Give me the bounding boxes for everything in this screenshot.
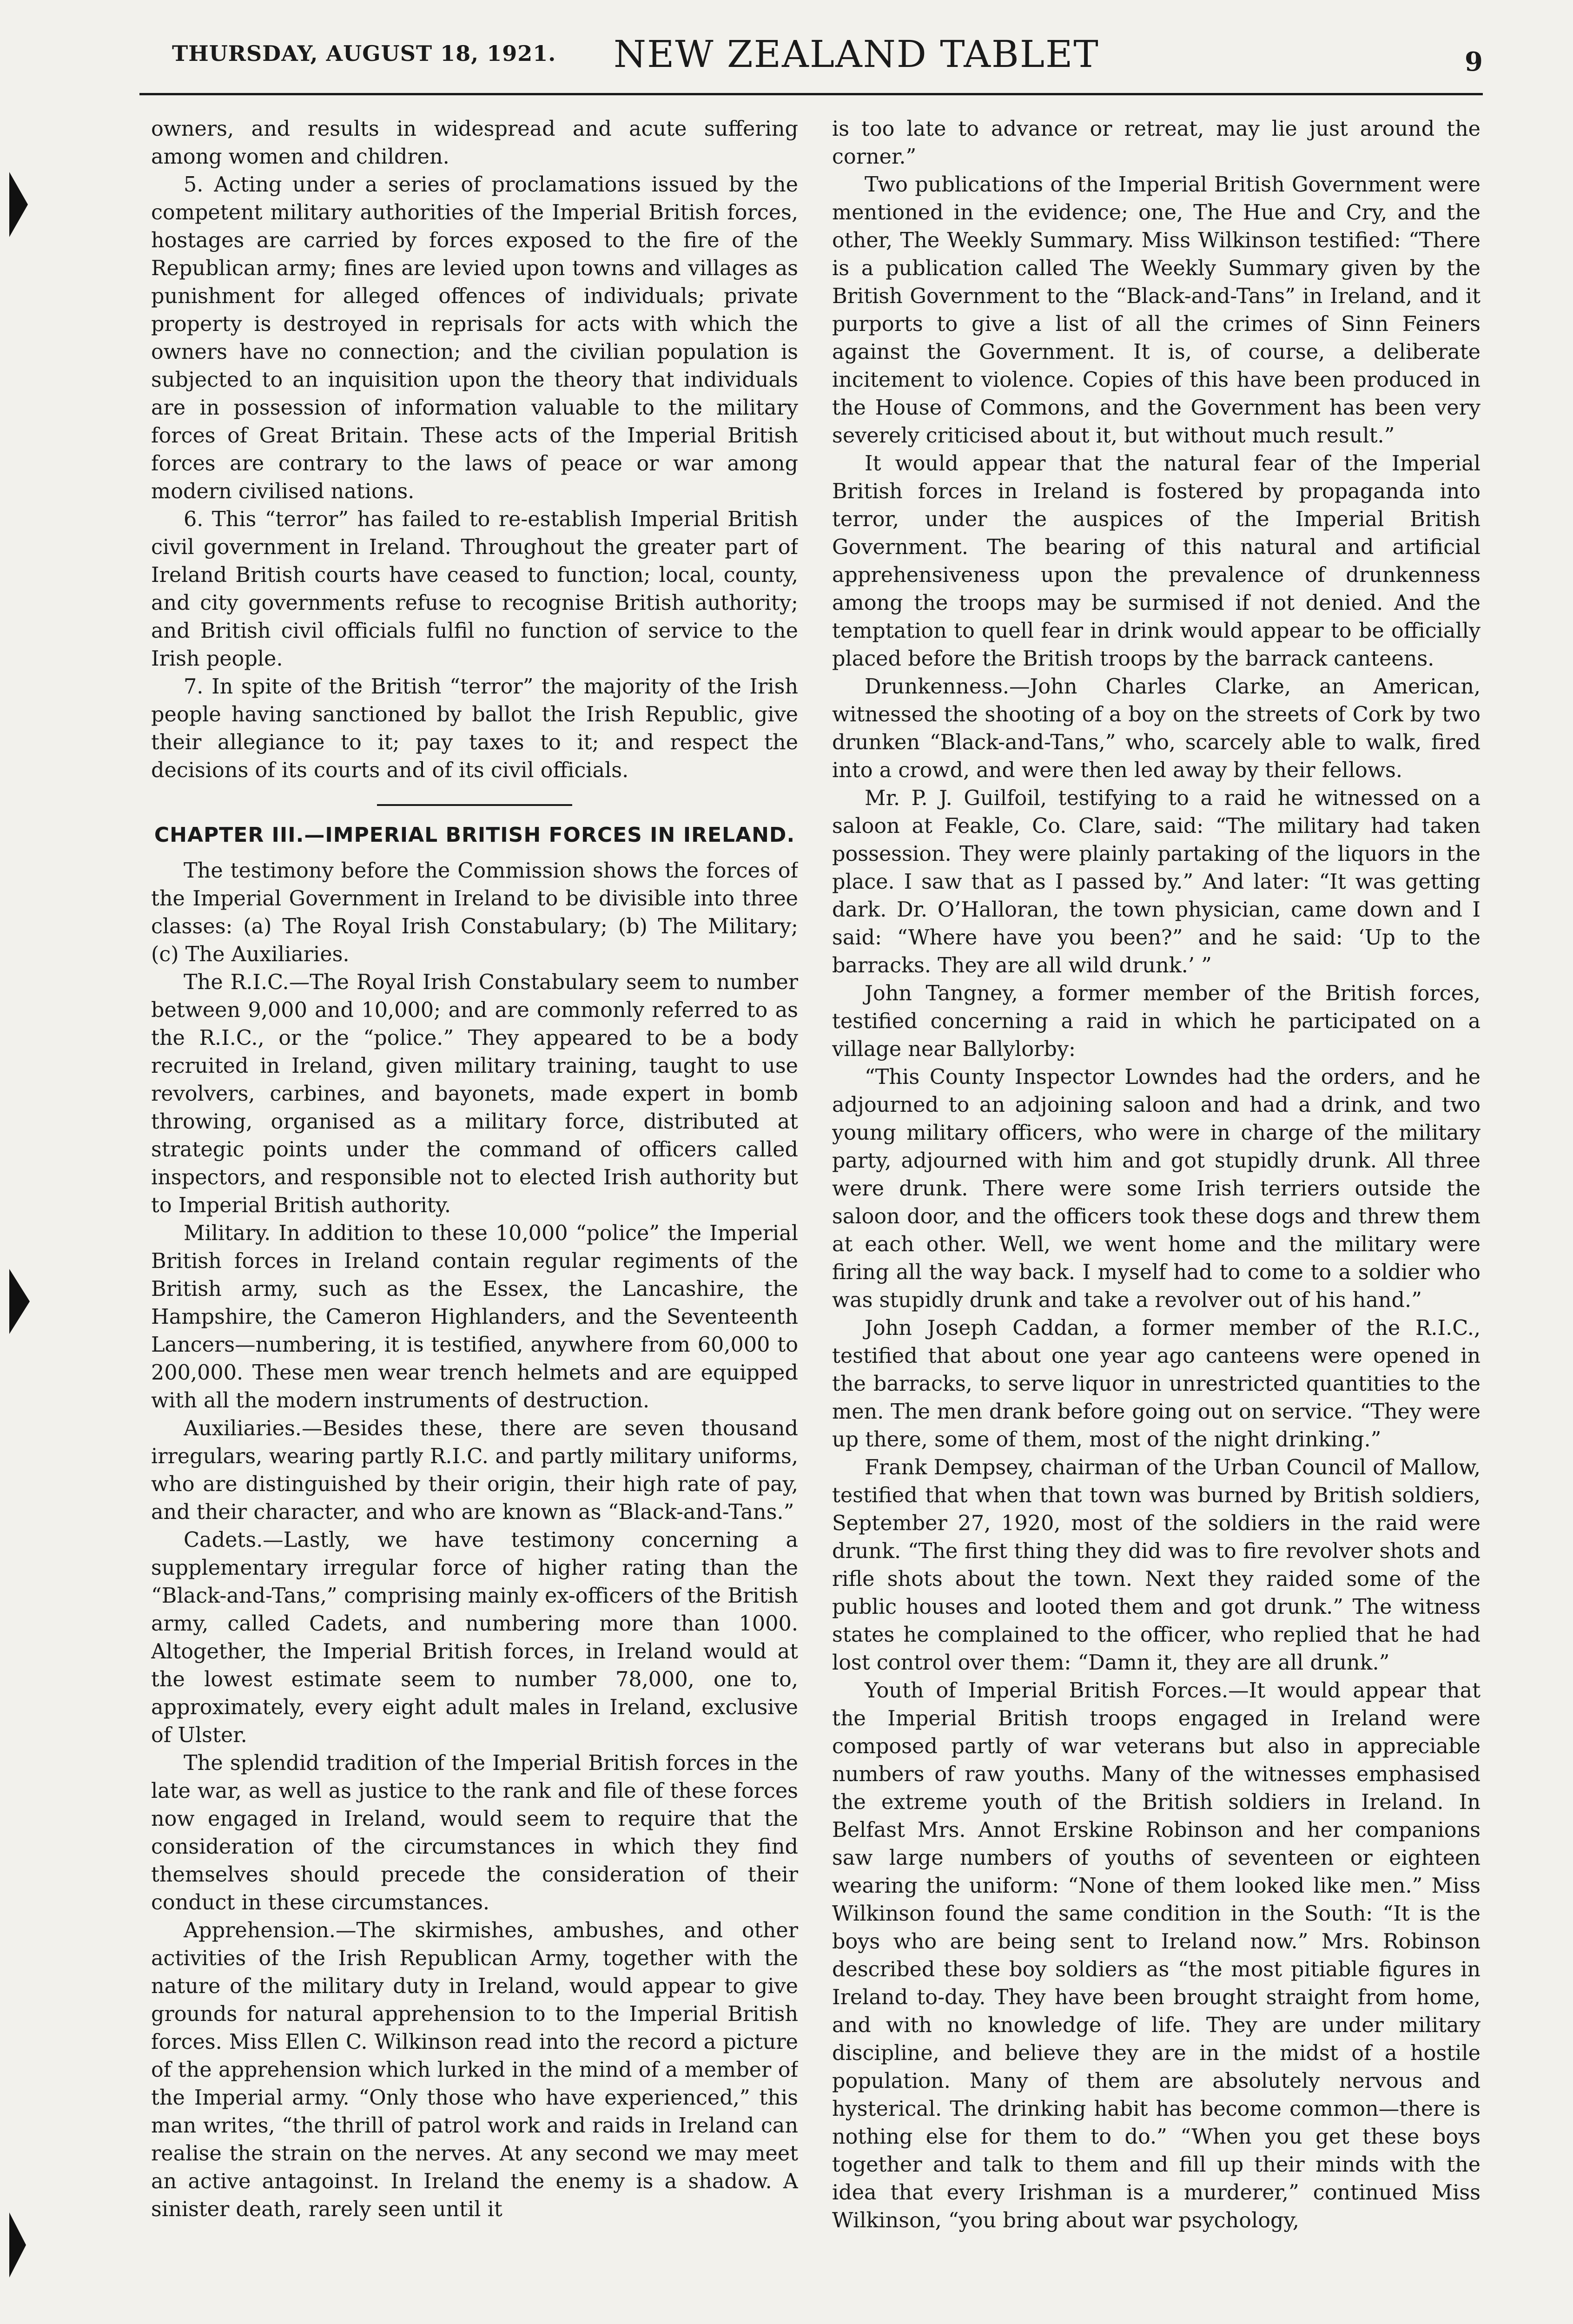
paragraph: John Tangney, a former member of the British forces, testified concerning a raid in which he participated on a village near Ballylorby: bbox=[832, 982, 1480, 1061]
paragraph: Cadets.—Lastly, we have testimony concerning a supplementary irregular force of higher rating than the “Black-and-Tans,” comprising mainly ex-officers of the British army, called Cadets, and numbering more than 1000. Altogether, the Imperial British forces, in Ireland would at the lowest estimate seem to number 78,000, one to, approximately, every eight adult males in Ireland, exclusive of Ulster. bbox=[151, 1528, 798, 1747]
binding-mark bbox=[9, 2212, 26, 2278]
paragraph: owners, and results in widespread and acute suffering among women and children. bbox=[151, 117, 798, 169]
paragraph: Mr. P. J. Guilfoil, testifying to a raid he witnessed on a saloon at Feakle, Co. Clare, said: “The military had taken possession. They were plainly partaking of the liquors in the place. I saw that as I passed by.” And later: “It was getting dark. Dr. O’Halloran, the town physician, came down and I said: “Where have you been?” and he said: ‘Up to the barracks. They are all wild drunk.’ ” bbox=[832, 786, 1480, 977]
paragraph: Military. In addition to these 10,000 “police” the Imperial British forces in Ireland contain regular regiments of the British army, such as the Essex, the Lancashire, the Hampshire, the Cameron Highlanders, and the Seventeenth Lancers—numbering, it is testified, anywhere from 60,000 to 200,000. These men wear trench helmets and are equipped with all the modern instruments of destruction. bbox=[151, 1221, 798, 1413]
right-column bbox=[832, 115, 1480, 2324]
paragraph: 6. This “terror” has failed to re-establish Imperial British civil government in Ireland. Throughout the greater part of Ireland British courts have ceased to function; local, county, and city governments refuse to recognise British authority; and British civil officials fulfil no function of service to the Irish people. bbox=[151, 508, 798, 671]
paragraph: The testimony before the Commission shows the forces of the Imperial Government in Ireland to be divisible into three classes: (a) The Royal Irish Constabulary; (b) The Military; (c) The Auxiliaries. bbox=[151, 859, 798, 966]
paragraph: Apprehension.—The skirmishes, ambushes, and other activities of the Irish Republican Army, together with the nature of the military duty in Ireland, would appear to give grounds for natural apprehension to to the Imperial British forces. Miss Ellen C. Wilkinson read into the record a picture of the apprehension which lurked in the mind of a member of the Imperial army. “Only those who have experienced,” this man writes, “the thrill of patrol work and raids in Ireland can realise the strain on the nerves. At any second we may meet an active antagoinst. In Ireland the enemy is a shadow. A sinister death, rarely seen until it bbox=[151, 1919, 798, 2221]
paragraph: The splendid tradition of the Imperial British forces in the late war, as well as justice to the rank and file of these forces now engaged in Ireland, would seem to require that the consideration of the circumstances in which they find themselves should precede the consideration of their conduct in these circumstances. bbox=[151, 1751, 798, 1915]
paragraph: Auxiliaries.—Besides these, there are seven thousand irregulars, wearing partly R.I.C. and partly military uniforms, who are distinguished by their origin, their high rate of pay, and their character, and who are known as “Black-and-Tans.” bbox=[151, 1417, 798, 1524]
paragraph: is too late to advance or retreat, may lie just around the corner.” bbox=[832, 117, 1480, 169]
paragraph: Frank Dempsey, chairman of the Urban Council of Mallow, testified that when that town was burned by British soldiers, September 27, 1920, most of the soldiers in the raid were drunk. “The first thing they did was to fire revolver shots and rifle shots about the town. Next they raided some of the public houses and looted them and got drunk.” The witness states he complained to the officer, who replied that he had lost control over them: “Damn it, they are all drunk.” bbox=[832, 1456, 1480, 1675]
issue-date: THURSDAY, AUGUST 18, 1921. bbox=[172, 41, 556, 66]
page-header bbox=[172, 33, 1483, 84]
paragraph: Drunkenness.—John Charles Clarke, an American, witnessed the shooting of a boy on the streets of Cork by two drunken “Black-and-Tans,” who, scarcely able to walk, fired into a crowd, and were then led away by their fellows. bbox=[832, 675, 1480, 782]
page-number: 9 bbox=[1465, 46, 1483, 77]
binding-mark bbox=[9, 1269, 30, 1334]
quoted-paragraph: “This County Inspector Lowndes had the orders, and he adjourned to an adjoining saloon and had a drink, and two young military officers, who were in charge of the military party, adjourned with him and got stupidly drunk. All three were drunk. There were some Irish terriers outside the saloon door, and the officers took these dogs and threw them at each other. Well, we went home and the military were firing all the way back. I myself had to come to a soldier who was stupidly drunk and take a revolver out of his hand.” bbox=[832, 1065, 1480, 1312]
paragraph: 7. In spite of the British “terror” the majority of the Irish people having sanctioned by ballot the Irish Republic, give their allegiance to it; pay taxes to it; and respect the decisions of its courts and of its civil officials. bbox=[151, 675, 798, 782]
header-rule bbox=[139, 93, 1483, 95]
paragraph: John Joseph Caddan, a former member of the R.I.C., testified that about one year ago canteens were opened in the barracks, to serve liquor in unrestricted quantities to the men. The men drank before going out on service. “They were up there, some of them, most of the night drinking.” bbox=[832, 1316, 1480, 1452]
paragraph: 5. Acting under a series of proclamations issued by the competent military authorities of the Imperial British forces, hostages are carried by forces exposed to the fire of the Republican army; fines are levied upon towns and villages as punishment for alleged offences of individuals; private property is destroyed in reprisals for acts with which the owners have no connection; and the civilian population is subjected to an inquisition upon the theory that individuals are in possession of information valuable to the military forces of Great Britain. These acts of the Imperial British forces are contrary to the laws of peace or war among modern civilised nations. bbox=[151, 173, 798, 503]
chapter-heading: CHAPTER III.—IMPERIAL BRITISH FORCES IN IRELAND. bbox=[154, 823, 795, 847]
left-column bbox=[151, 115, 798, 2324]
paragraph: Two publications of the Imperial British Government were mentioned in the evidence; one, The Hue and Cry, and the other, The Weekly Summary. Miss Wilkinson testified: “There is a publication called The Weekly Summary given by the British Government to the “Black-and-Tans” in Ireland, and it purports to give a list of all the crimes of Sinn Feiners against the Government. It is, of course, a deliberate incitement to violence. Copies of this have been produced in the House of Commons, and the Government has been very severely criticised about it, but without much result.” bbox=[832, 173, 1480, 448]
binding-mark bbox=[9, 172, 28, 237]
section-divider bbox=[377, 804, 572, 806]
paragraph: Youth of Imperial British Forces.—It would appear that the Imperial British troops engaged in Ireland were composed partly of war veterans but also in appreciable numbers of raw youths. Many of the witnesses emphasised the extreme youth of the British soldiers in Ireland. In Belfast Mrs. Annot Erskine Robinson and her companions saw large numbers of youths of seventeen or eighteen wearing the uniform: “None of them looked like men.” Miss Wilkinson found the same condition in the South: “It is the boys who are being sent to Ireland now.” Mrs. Robinson described these boy soldiers as “the most pitiable figures in Ireland to-day. They have been brought straight from home, and with no knowledge of life. They are under military discipline, and believe they are in the midst of a hostile population. Many of them are absolutely nervous and hysterical. The drinking habit has become common—there is nothing else for them to do.” “When you get these boys together and talk to them and fill up their minds with the idea that every Irishman is a murderer,” continued Miss Wilkinson, “you bring about war psychology, bbox=[832, 1679, 1480, 2232]
paragraph: It would appear that the natural fear of the Imperial British forces in Ireland is fostered by propaganda into terror, under the auspices of the Imperial British Government. The bearing of this natural and artificial apprehensiveness upon the prevalence of drunkenness among the troops may be surmised if not denied. And the temptation to quell fear in drink would appear to be officially placed before the British troops by the barrack canteens. bbox=[832, 452, 1480, 671]
masthead-title: NEW ZEALAND TABLET bbox=[614, 33, 1099, 76]
paragraph: The R.I.C.—The Royal Irish Constabulary seem to number between 9,000 and 10,000; and are commonly referred to as the R.I.C., or the “police.” They appeared to be a body recruited in Ireland, given military training, taught to use revolvers, carbines, and bayonets, made expert in bomb throwing, organised as a military force, distributed at strategic points under the command of officers called inspectors, and responsible not to elected Irish authority but to Imperial British authority. bbox=[151, 971, 798, 1217]
